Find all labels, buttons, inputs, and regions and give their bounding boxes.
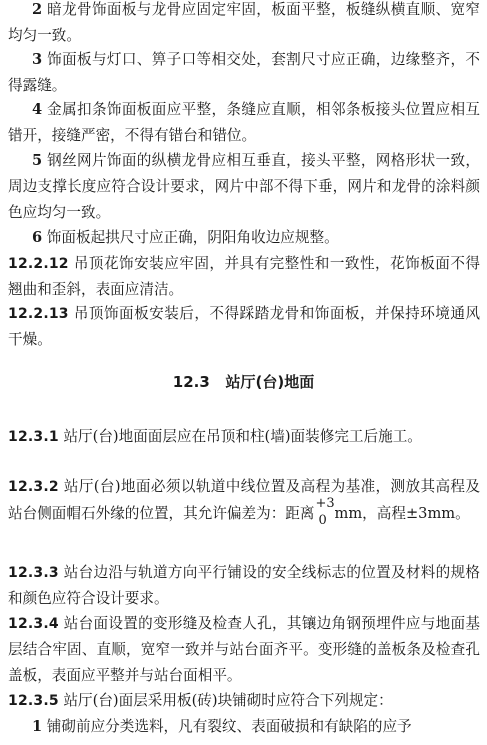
section-title: 站厅(台)地面 [225, 373, 315, 391]
clause-12-3-2 [8, 474, 480, 528]
clause-number: 12.2.13 [8, 306, 69, 322]
clause-number: 12.3.3 [8, 565, 59, 581]
clause-12-2-12 [8, 251, 480, 303]
clause-12-2-13 [8, 301, 480, 353]
clause-number: 12.3.5 [8, 693, 59, 709]
item-text: 铺砌前应分类选料，凡有裂纹、表面破损和有缺陷的应予 [46, 718, 412, 735]
clause-text: 站台边沿与轨道方向平行铺设的安全线标志的位置及材料的规格和颜色应符合设计要求。 [8, 564, 480, 607]
item-6 [8, 225, 480, 251]
clause-text: 站厅(台)地面必须以轨道中线位置及高程为基准，测放其高程及站台侧面帽石外缘的位置，其允许偏差为：距离 [8, 478, 481, 522]
item-4 [8, 97, 480, 149]
tolerance-upper: +3 [315, 496, 335, 511]
clause-text: 站厅(台)地面面层应在吊顶和柱(墙)面装修完工后施工。 [63, 428, 422, 445]
section-number: 12.3 [172, 373, 210, 391]
tolerance-stack [315, 496, 335, 528]
clause-text: 吊顶饰面板安装后，不得踩踏龙骨和饰面板，并保持环境通风干燥。 [8, 305, 480, 348]
item-text: 钢丝网片饰面的纵横龙骨应相互垂直，接头平整，网格形状一致，周边支撑长度应符合设计要求，网片中部不得下垂，网片和龙骨的涂料颜色应均匀一致。 [8, 152, 480, 221]
clause-number: 12.2.12 [8, 256, 69, 272]
item-text: 饰面板与灯口、箅子口等相交处，套割尺寸应正确，边缘整齐，不得露缝。 [8, 51, 480, 94]
item-b1 [8, 714, 480, 740]
clause-12-3-4 [8, 611, 480, 689]
clause-12-3-3 [8, 560, 480, 612]
clause-12-3-5 [8, 688, 480, 714]
tolerance-unit: mm [334, 505, 363, 522]
clause-text-tail: ，高程±3mm。 [362, 505, 470, 522]
item-number: 1 [32, 718, 43, 735]
clause-text: 站台面设置的变形缝及检查人孔，其镶边角钢预埋件应与地面基层结合牢固、直顺，宽窄一致并与站台面齐平。变形缝的盖板条及检查孔盖板，表面应平整并与站台面相平。 [8, 615, 480, 684]
clause-12-3-1 [8, 424, 480, 450]
clause-number: 12.3.4 [8, 616, 59, 632]
item-text: 暗龙骨饰面板与龙骨应固定牢固，板面平整，板缝纵横直顺、宽窄均匀一致。 [8, 1, 480, 44]
item-number: 3 [32, 51, 43, 68]
item-text: 金属扣条饰面板面应平整，条缝应直顺，相邻条板接头位置应相互错开，接缝严密，不得有错台和错位。 [8, 101, 480, 144]
section-heading [0, 369, 487, 395]
item-2 [8, 0, 480, 49]
tolerance-lower: 0 [318, 513, 327, 528]
clause-text: 站厅(台)面层采用板(砖)块铺砌时应符合下列规定： [63, 692, 393, 709]
item-number: 5 [32, 152, 43, 169]
item-number: 4 [32, 101, 43, 118]
clause-text: 吊顶花饰安装应牢固，并具有完整性和一致性，花饰板面不得翘曲和歪斜，表面应清洁。 [8, 255, 480, 298]
item-text: 饰面板起拱尺寸应正确，阴阳角收边应规整。 [46, 229, 339, 246]
item-3 [8, 47, 480, 99]
item-number: 6 [32, 229, 43, 246]
clause-number: 12.3.2 [8, 479, 59, 495]
item-number: 2 [32, 1, 43, 18]
clause-number: 12.3.1 [8, 429, 59, 445]
item-5 [8, 148, 480, 226]
